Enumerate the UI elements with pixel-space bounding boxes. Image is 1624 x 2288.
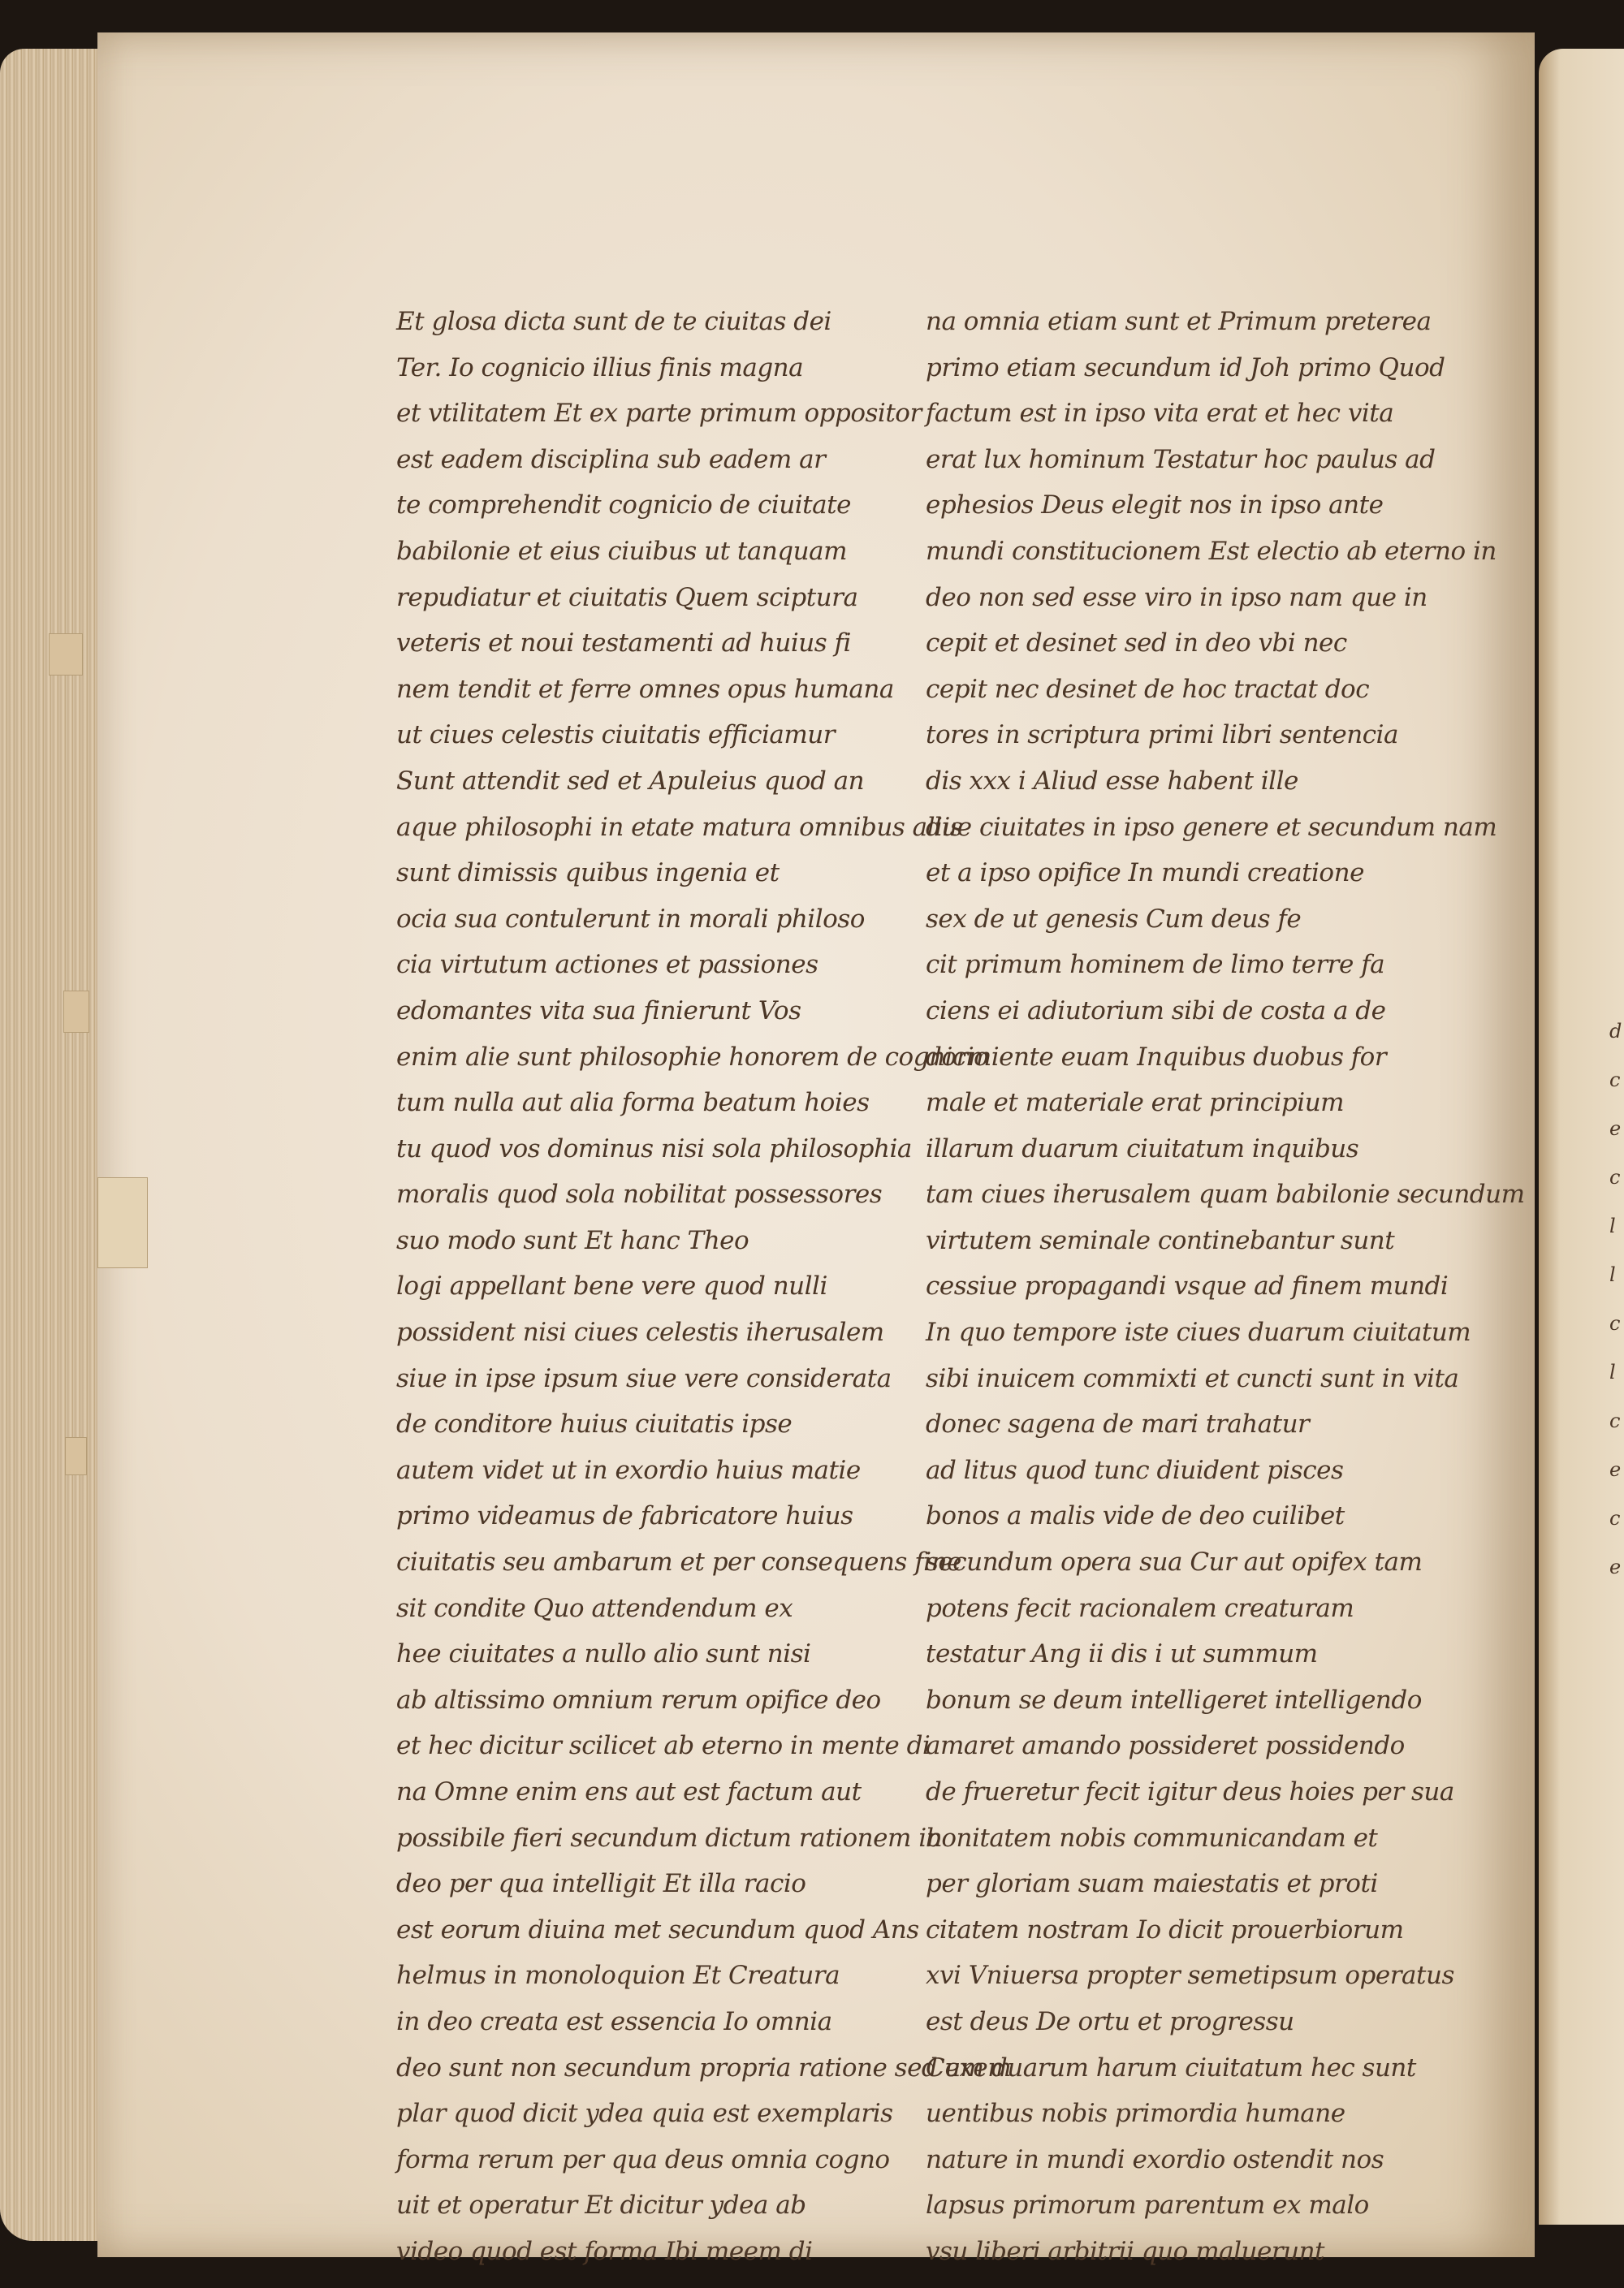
manuscript-line: et hec dicitur scilicet ab eterno in mente di <box>396 1731 931 1761</box>
manuscript-line: uentibus nobis primordia humane <box>926 2099 1345 2129</box>
manuscript-line: est eadem disciplina sub eadem ar <box>396 444 826 474</box>
manuscript-line: Sunt attendit sed et Apuleius quod an <box>396 766 865 796</box>
manuscript-line: ocia sua contulerunt in morali philoso <box>396 904 865 934</box>
facing-page-edge-text <box>1609 1007 1622 1591</box>
manuscript-line: Cum duarum harum ciuitatum hec sunt <box>926 2053 1416 2083</box>
manuscript-line: vsu liberi arbitrii quo maluerunt <box>926 2236 1325 2266</box>
manuscript-line: nem tendit et ferre omnes opus humana <box>396 674 894 704</box>
edge-glyph: d <box>1609 1020 1622 1043</box>
manuscript-line: in deo creata est essencia Io omnia <box>396 2006 832 2036</box>
manuscript-line: sibi inuicem commixti et cuncti sunt in vita <box>926 1363 1459 1393</box>
manuscript-line: In quo tempore iste ciues duarum ciuitatum <box>926 1318 1471 1348</box>
edge-glyph: l <box>1609 1215 1616 1237</box>
manuscript-line: cepit et desinet sed in deo vbi nec <box>926 628 1347 658</box>
manuscript-line: plar quod dicit ydea quia est exemplaris <box>396 2099 893 2129</box>
manuscript-line: edomantes vita sua finierunt Vos <box>396 995 801 1025</box>
edge-glyph: l <box>1609 1263 1616 1286</box>
manuscript-line: possibile fieri secundum dictum rationem in <box>396 1823 943 1853</box>
manuscript-line: moralis quod sola nobilitat possessores <box>396 1180 883 1210</box>
manuscript-line: na omnia etiam sunt et Primum preterea <box>926 307 1432 336</box>
manuscript-line: Ter. Io cognicio illius finis magna <box>396 352 804 382</box>
manuscript-line: secundum opera sua Cur aut opifex tam <box>926 1548 1423 1578</box>
manuscript-line: Et glosa dicta sunt de te ciuitas dei <box>396 307 831 336</box>
manuscript-line: repudiatur et ciuitatis Quem sciptura <box>396 582 858 612</box>
manuscript-line: lapsus primorum parentum ex malo <box>926 2191 1369 2221</box>
manuscript-line: illarum duarum ciuitatum inquibus <box>926 1133 1359 1163</box>
manuscript-line: amaret amando possideret possidendo <box>926 1731 1405 1761</box>
manuscript-line: primo videamus de fabricatore huius <box>396 1501 853 1531</box>
manuscript-line: helmus in monoloquion Et Creatura <box>396 1961 840 1991</box>
manuscript-line: sunt dimissis quibus ingenia et <box>396 858 780 888</box>
manuscript-line: autem videt ut in exordio huius matie <box>396 1455 861 1485</box>
edge-glyph: e <box>1609 1458 1622 1481</box>
manuscript-line: na Omne enim ens aut est factum aut <box>396 1777 862 1807</box>
manuscript-line: est deus De ortu et progressu <box>926 2006 1294 2036</box>
manuscript-line: tam ciues iherusalem quam babilonie secundum <box>926 1180 1525 1210</box>
manuscript-line: siue in ipse ipsum siue vere considerata <box>396 1363 892 1393</box>
manuscript-line: babilonie et eius ciuibus ut tanquam <box>396 536 847 566</box>
manuscript-line: mundi constitucionem Est electio ab eterno in <box>926 536 1497 566</box>
manuscript-line: forma rerum per qua deus omnia cogno <box>396 2144 890 2174</box>
edge-glyph: c <box>1609 1507 1621 1530</box>
manuscript-line: ab altissimo omnium rerum opifice deo <box>396 1685 881 1715</box>
manuscript-line: due ciuitates in ipso genere et secundum nam <box>926 812 1497 842</box>
edge-glyph: e <box>1609 1556 1622 1578</box>
page-edges <box>0 49 110 2241</box>
manuscript-line: cia virtutum actiones et passiones <box>396 950 818 980</box>
manuscript-line: te comprehendit cognicio de ciuitate <box>396 490 851 520</box>
manuscript-line: bonum se deum intelligeret intelligendo <box>926 1685 1422 1715</box>
manuscript-line: cit primum hominem de limo terre fa <box>926 950 1385 980</box>
manuscript-line: ephesios Deus elegit nos in ipso ante <box>926 490 1384 520</box>
manuscript-line: factum est in ipso vita erat et hec vita <box>926 399 1394 429</box>
paper-slip <box>97 1177 148 1268</box>
manuscript-line: donec sagena de mari trahatur <box>926 1409 1310 1440</box>
manuscript-line: ciens ei adiutorium sibi de costa a de <box>926 995 1386 1025</box>
manuscript-line: cepit nec desinet de hoc tractat doc <box>926 674 1370 704</box>
manuscript-line: ciuitatis seu ambarum et per consequens fine <box>396 1548 961 1578</box>
manuscript-line: hee ciuitates a nullo alio sunt nisi <box>396 1639 811 1669</box>
leather-tab <box>49 633 83 676</box>
manuscript-line: xvi Vniuersa propter semetipsum operatus <box>926 1961 1454 1991</box>
edge-glyph: c <box>1609 1166 1621 1189</box>
manuscript-line: tum nulla aut alia forma beatum hoies <box>396 1088 870 1118</box>
text-column-right <box>926 299 1525 2275</box>
manuscript-line: deo per qua intelligit Et illa racio <box>396 1869 806 1899</box>
manuscript-line: de conditore huius ciuitatis ipse <box>396 1409 793 1440</box>
manuscript-line: veteris et noui testamenti ad huius fi <box>396 628 851 658</box>
manuscript-line: bonitatem nobis communicandam et <box>926 1823 1378 1853</box>
manuscript-line: bonos a malis vide de deo cuilibet <box>926 1501 1345 1531</box>
manuscript-line: suo modo sunt Et hanc Theo <box>396 1225 749 1255</box>
manuscript-line: possident nisi ciues celestis iherusalem <box>396 1318 884 1348</box>
manuscript-line: dormiente euam Inquibus duobus for <box>926 1042 1387 1072</box>
leather-tab <box>63 991 89 1033</box>
edge-glyph: e <box>1609 1117 1622 1140</box>
manuscript-line: video quod est forma Ibi meem di <box>396 2236 813 2266</box>
manuscript-line: sex de ut genesis Cum deus fe <box>926 904 1302 934</box>
manuscript-line: citatem nostram Io dicit prouerbiorum <box>926 1915 1404 1945</box>
manuscript-line: sit condite Quo attendendum ex <box>396 1593 793 1623</box>
text-column-left <box>396 299 1012 2275</box>
manuscript-line: ad litus quod tunc diuident pisces <box>926 1455 1344 1485</box>
manuscript-line: deo sunt non secundum propria ratione sed exem <box>396 2053 1012 2083</box>
manuscript-line: tores in scriptura primi libri sentencia <box>926 720 1398 750</box>
manuscript-line: aque philosophi in etate matura omnibus aliis <box>396 812 963 842</box>
manuscript-line: virtutem seminale continebantur sunt <box>926 1225 1395 1255</box>
manuscript-line: de frueretur fecit igitur deus hoies per sua <box>926 1777 1454 1807</box>
manuscript-line: uit et operatur Et dicitur ydea ab <box>396 2191 806 2221</box>
manuscript-line: cessiue propagandi vsque ad finem mundi <box>926 1271 1449 1302</box>
manuscript-line: logi appellant bene vere quod nulli <box>396 1271 827 1302</box>
manuscript-line: est eorum diuina met secundum quod Ans <box>396 1915 919 1945</box>
edge-glyph: c <box>1609 1068 1621 1091</box>
manuscript-line: et a ipso opifice In mundi creatione <box>926 858 1364 888</box>
manuscript-line: tu quod vos dominus nisi sola philosophia <box>396 1133 912 1163</box>
manuscript-line: nature in mundi exordio ostendit nos <box>926 2144 1384 2174</box>
manuscript-line: potens fecit racionalem creaturam <box>926 1593 1354 1623</box>
manuscript-line: male et materiale erat principium <box>926 1088 1345 1118</box>
leather-tab <box>65 1437 87 1475</box>
manuscript-line: primo etiam secundum id Joh primo Quod <box>926 352 1445 382</box>
manuscript-line: testatur Ang ii dis i ut summum <box>926 1639 1318 1669</box>
manuscript-line: per gloriam suam maiestatis et proti <box>926 1869 1378 1899</box>
manuscript-line: deo non sed esse viro in ipso nam que in <box>926 582 1427 612</box>
edge-glyph: c <box>1609 1409 1621 1432</box>
manuscript-line: ut ciues celestis ciuitatis efficiamur <box>396 720 836 750</box>
manuscript-line: et vtilitatem Et ex parte primum oppositor <box>396 399 922 429</box>
edge-glyph: c <box>1609 1312 1621 1335</box>
edge-glyph: l <box>1609 1361 1616 1384</box>
manuscript-line: dis xxx i Aliud esse habent ille <box>926 766 1298 796</box>
manuscript-line: enim alie sunt philosophie honorem de cognicio <box>396 1042 989 1072</box>
manuscript-line: erat lux hominum Testatur hoc paulus ad <box>926 444 1436 474</box>
